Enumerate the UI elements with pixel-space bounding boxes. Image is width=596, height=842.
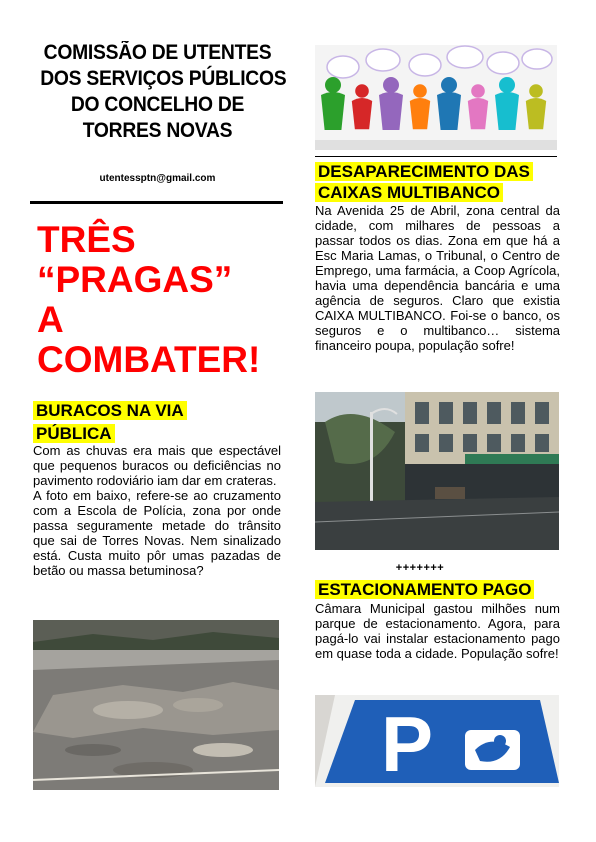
headline-line: A [37,299,64,340]
person-figure-body [468,98,488,129]
person-figure-head [529,84,543,98]
person-figure-head [355,84,369,98]
contact-email[interactable]: utentessptn@gmail.com [99,173,216,184]
potholes-body [33,443,281,578]
pothole-road-photo [33,620,279,790]
organization-title [40,40,287,144]
potholes-title-line: BURACOS NA VIA [33,401,187,420]
header-divider [30,201,283,204]
person-figure-head [499,77,515,93]
section-separator: +++++++ [395,562,445,574]
headline-line: “PRAGAS” [37,259,233,300]
parking-paragraph: Câmara Municipal gastou milhões num parque de estacionamento. Agora, para pagá-lo vai instalar estacionamento pago em quase toda a cidade. População sofre! [315,601,560,661]
person-figure-head [471,84,485,98]
parking-body [315,601,560,661]
potholes-title [33,400,283,446]
atm-body [315,203,560,353]
atm-paragraph: Na Avenida 25 de Abril, zona central da cidade, com milhares de pessoas a passar todos os dias. Zona em que há a Esc Maria Lamas, o Tribunal, o Centro de Emprego, uma farmácia, a Coop Agrícola, havia uma dependência bancária e uma agência de seguros. Claro que existia CAIXA MULTIBANCO. Foi-se o banco, os seguros e o multibanco… sistema financeiro poupa, população sofre! [315,203,560,353]
person-figure-body [321,92,345,130]
atm-title-line: DESAPARECIMENTO DAS [315,162,533,181]
potholes-paragraph: Com as chuvas era mais que espectável que pequenos buracos ou deficiências no pavimento rodoviário iam dar em crateras. [33,443,281,488]
person-figure-body [495,92,519,130]
person-figure-head [441,77,457,93]
person-figure-body [410,98,430,129]
atm-title-line: CAIXAS MULTIBANCO [315,183,503,202]
potholes-paragraph: A foto em baixo, refere-se ao cruzamento com a Escola de Polícia, zona por onde passa seguramente metade do trânsito que sai de Torres Novas. Nem sinalizado está. Custa muito pôr umas pazadas de betão ou massa betuminosa? [33,488,281,578]
person-figure-head [325,77,341,93]
person-figure-head [383,77,399,93]
parking-letter: P [380,700,434,787]
person-figure-body [379,92,403,130]
potholes-title-line: PÚBLICA [33,424,115,443]
headline-line: COMBATER! [37,339,261,380]
parking-title [315,580,560,601]
person-figure-body [437,92,461,130]
parking-title-line: ESTACIONAMENTO PAGO [315,580,534,599]
right-divider [315,156,557,157]
person-figure-body [526,98,546,129]
org-title-line: COMISSÃO DE UTENTES [43,41,272,64]
headline-line: TRÊS [37,219,136,260]
main-headline [37,220,287,380]
parking-sign-photo [315,695,559,787]
people-speech-bubbles-image [315,45,557,150]
org-title-line: TORRES NOVAS [82,119,233,142]
person-figure-head [413,84,427,98]
atm-title [315,162,560,204]
avenue-street-photo [315,392,559,550]
person-figure-body [352,98,372,129]
org-title-line: DOS SERVIÇOS PÚBLICOS [40,67,287,90]
org-title-line: DO CONCELHO DE [70,93,245,116]
